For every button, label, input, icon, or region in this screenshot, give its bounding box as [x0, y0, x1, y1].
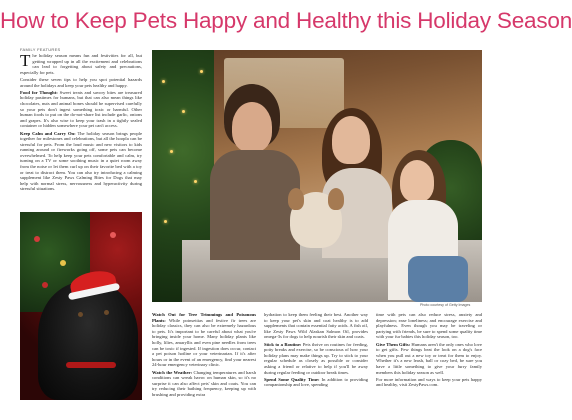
tip-routine: Stick to a Routine: Pets thrive on routines for feeding, potty breaks and exercise, so be conscious of how your holiday plans may make things up. Try to stick to your regular schedule as closely as possible or consider asking a friend or relative to help if you'll be away during regular feeding or outdoor break times.	[264, 341, 368, 375]
page-headline: How to Keep Pets Happy and Healthy this Holiday Season	[0, 8, 572, 33]
tip-trees: Watch Out for Tree Trimmings and Poisonous Plants: While poinsettias and festive fir trees are holiday classics, they can also be extremely hazardous to pets. It's important to be careful about what you're bringing inside your home. Many holiday plants like holly, lilies, amaryllis and even pine needles from trees can be toxic if ingested. If ingestion does occur, contact a pet poison hotline or your veterinarian. If it's after hours or in the event of an emergency, find your nearest 24-hour emergency veterinary clinic.	[152, 312, 256, 368]
tip-calm: Keep Calm and Carry On: The holiday season brings people together for milestones and celebrations, but all the hoopla can be stressful for pets. From the loud music and new visitors to kids running around or fireworks going off, some pets can become overwhelmed. To help keep your pets comfortable and calm, try turning on a TV or some soothing music in a quiet room away from the noise or let them curl up on their favorite bed with a toy or treat to distract them. You can also try introducing a calming supplement like Zesty Paws Calming Bites for Dogs that may help with normal stress, nervousness and hyperactivity during stressful situations.	[20, 130, 142, 192]
tip-weather-continued: hydration to keep them feeling their best. Another way to keep your pet's skin and coat healthy is to add supplements that contain essential fatty acids. A fish oil, like Zesty Paws Wild Alaskan Salmon Oil, provides omega-3s for dogs to help nourish their skin and coats.	[264, 312, 368, 340]
dog-ear	[288, 188, 304, 210]
dog-collar	[66, 362, 116, 368]
tip-food: Food for Thought: Sweet treats and savory bites are treasured holiday pastimes for humans, but that can also mean things like chocolates, nuts and animal bones should be supervised carefully so your pets don't ingest something toxic or harmful. Other human foods to put on the do-not-share list include garlic, onions and grapes. It's also wise to keep your trash in a tightly sealed container or hidden somewhere your pet can't access.	[20, 89, 142, 129]
tip-quality-time: Spend Some Quality Time: In addition to providing companionship and love, spending	[264, 376, 369, 388]
tip-gifts-heading: Give Them Gifts:	[376, 341, 411, 347]
woman-face	[332, 116, 370, 164]
article-column-2	[152, 312, 256, 412]
photo-credit: Photo courtesy of Getty Images	[420, 303, 471, 307]
tip-trees-heading: Watch Out for Tree Trimmings and Poisonous Plants:	[152, 312, 256, 323]
tip-food-heading: Food for Thought:	[20, 89, 58, 95]
article-column-1	[20, 53, 142, 209]
dog-ear	[328, 188, 344, 210]
tip-quality-time-continued: time with pets can also reduce stress, anxiety and depression; ease loneliness; and encourage exercise and playfulness. Even though you may be traveling or partying with friends, be sure to spend some quality time with your fur babies this holiday season, too.	[376, 312, 482, 340]
article-column-3	[264, 312, 368, 412]
ornament-graphic	[34, 236, 40, 242]
man-body	[210, 150, 300, 260]
intro-paragraph: The holiday season means fun and festivities for all, but getting wrapped up in all the excitement and celebrations can lead to forgetting about safety and precautions, especially for pets.	[20, 51, 142, 75]
man-face	[232, 102, 272, 152]
drop-cap: T	[20, 51, 31, 70]
black-dog-figure	[38, 282, 138, 400]
santa-dog-photo	[20, 212, 142, 400]
ornament-graphic	[60, 260, 66, 266]
tip-calm-heading: Keep Calm and Carry On:	[20, 130, 76, 136]
ornament-graphic	[42, 282, 48, 288]
tip-weather-heading: Watch the Weather:	[152, 369, 193, 375]
closing-paragraph: For more information and ways to keep your pets happy and healthy, visit ZestyPaws.com.	[376, 376, 482, 388]
tip-gifts: Give Them Gifts: Humans aren't the only ones who love to get gifts. Few things beat the look on a dog's face when you pull out a new toy or treat for them to enjoy. Whether it's a new leash, ball or cozy bed, be sure you have a little something to give your furry family members this holiday season as well.	[376, 341, 482, 375]
girl-face	[400, 160, 434, 202]
dog-eye	[104, 310, 109, 315]
family-dog-photo	[152, 50, 482, 302]
tip-routine-heading: Stick to a Routine:	[264, 341, 302, 347]
ornament-graphic	[110, 232, 116, 238]
byline-kicker: FAMILY FEATURES	[20, 47, 61, 52]
tip-weather: Watch the Weather: Changing temperatures and harsh conditions can wreak havoc on human skin, so it's no surprise it can also affect pets' skin and coats. You can try reducing their bathing frequency, keeping up with brushing and providing extra	[152, 369, 257, 397]
girl-jeans	[408, 256, 468, 302]
article-column-4	[376, 312, 482, 412]
intro-paragraph-2: Consider these seven tips to help you spot potential hazards around the holidays and keep your pets healthy and happy.	[20, 76, 142, 88]
tip-quality-time-heading: Spend Some Quality Time:	[264, 376, 320, 382]
dog-eye	[78, 312, 83, 317]
